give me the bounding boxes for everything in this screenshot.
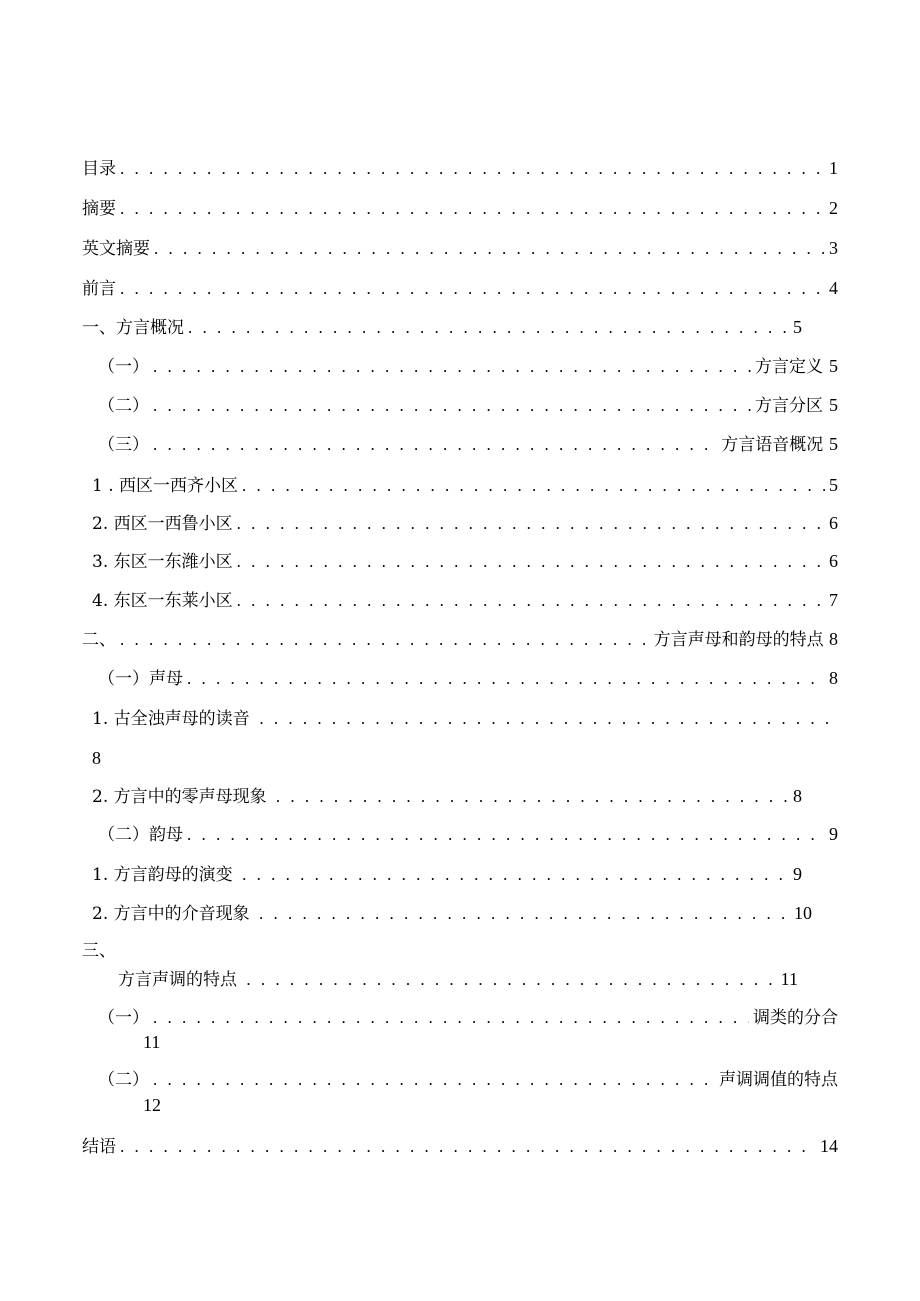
toc-entry-number: 三、 (82, 941, 116, 961)
toc-entry-page: 12 (143, 1095, 161, 1115)
toc-leader (188, 316, 789, 340)
toc-entry[interactable] (98, 432, 838, 457)
toc-entry-page: 2 (829, 198, 838, 218)
toc-entry-page: 5 (793, 317, 802, 337)
toc-leader (242, 863, 789, 887)
toc-entry[interactable] (82, 1134, 838, 1159)
toc-entry[interactable] (92, 473, 838, 498)
toc-entry-title: 4. 东区一东莱小区 (92, 591, 233, 611)
toc-entry-page: 8 (92, 748, 101, 768)
toc-leader (237, 512, 825, 536)
toc-entry-title: 英文摘要 (82, 239, 150, 259)
toc-leader (242, 474, 825, 498)
toc-entry-page: 5 (829, 356, 838, 376)
toc-entry[interactable] (98, 1006, 838, 1030)
toc-entry-title-right: 方言声母和韵母的特点 (653, 630, 824, 650)
toc-entry[interactable] (118, 967, 798, 992)
toc-entry[interactable] (92, 549, 838, 574)
toc-entry-title: （二）韵母 (98, 825, 183, 845)
toc-entry-title: 前言 (82, 279, 116, 299)
toc-leader (276, 785, 789, 809)
toc-entry[interactable] (92, 511, 838, 536)
toc-entry[interactable] (92, 588, 838, 613)
toc-leader (187, 667, 825, 691)
toc-entry-page: 9 (829, 824, 838, 844)
toc-leader (237, 589, 825, 613)
toc-entry[interactable] (98, 393, 838, 418)
toc-leader (259, 707, 834, 731)
toc-entry-title: （一） (98, 357, 149, 377)
toc-entry-page: 8 (829, 668, 838, 688)
toc-entry-title: 1. 古全浊声母的读音 (92, 709, 250, 729)
toc-leader (153, 355, 751, 379)
toc-leader (246, 968, 776, 992)
toc-entry[interactable] (98, 666, 838, 691)
toc-entry-page: 10 (794, 903, 812, 923)
toc-entry-page: 6 (829, 513, 838, 533)
toc-entry-page: 5 (829, 395, 838, 415)
toc-entry[interactable] (98, 822, 838, 847)
toc-entry-page: 7 (829, 590, 838, 610)
toc-entry[interactable] (82, 627, 838, 652)
toc-entry-title-right: 方言分区 (754, 396, 823, 416)
toc-entry[interactable] (98, 354, 838, 379)
toc-entry[interactable] (92, 862, 802, 887)
toc-entry-page: 8 (793, 786, 802, 806)
toc-entry-title: （二） (98, 1070, 149, 1090)
toc-entry-page: 11 (780, 969, 798, 989)
toc-entry-page: 14 (820, 1136, 838, 1156)
toc-leader (153, 1068, 715, 1092)
toc-entry-title-right: 方言语音概况 (721, 435, 824, 455)
toc-leader (120, 157, 825, 181)
toc-entry-page: 5 (829, 434, 838, 454)
toc-leader (153, 1006, 749, 1030)
toc-entry-title: 3. 东区一东潍小区 (92, 552, 233, 572)
toc-leader (154, 237, 825, 261)
toc-entry-title: （一）声母 (98, 669, 183, 689)
toc-entry[interactable] (92, 901, 812, 926)
toc-entry-page: 8 (829, 629, 838, 649)
toc-entry[interactable] (92, 707, 838, 731)
toc-entry-title: （三） (98, 435, 149, 455)
toc-entry-title-right: 声调调值的特点 (719, 1070, 838, 1090)
toc-entry-title: （一） (98, 1008, 149, 1028)
toc-entry-title: 二、 (82, 630, 116, 650)
toc-leader (237, 550, 825, 574)
toc-leader (187, 823, 825, 847)
toc-entry[interactable] (82, 315, 802, 340)
toc-entry-title: 一、方言概况 (82, 318, 184, 338)
toc-entry-title: 1. 方言韵母的演变 (92, 865, 233, 885)
toc-leader (259, 902, 790, 926)
toc-entry-page: 9 (793, 864, 802, 884)
toc-entry-title-right: 方言定义 (754, 357, 823, 377)
toc-entry[interactable] (82, 196, 838, 221)
toc-leader (120, 1135, 816, 1159)
toc-entry-title: 2. 方言中的零声母现象 (92, 787, 267, 807)
toc-entry-title: 2. 方言中的介音现象 (92, 904, 250, 924)
toc-entry[interactable] (82, 236, 838, 261)
toc-entry-page: 1 (829, 158, 838, 178)
toc-entry-title-right: 方言声调的特点 (118, 970, 237, 990)
toc-entry-page: 4 (829, 278, 838, 298)
toc-entry-title: 1 . 西区一西齐小区 (92, 476, 239, 496)
toc-entry-title: 结语 (82, 1137, 116, 1157)
toc-entry-title: 摘要 (82, 199, 116, 219)
toc-entry[interactable] (92, 784, 802, 809)
toc-leader (120, 628, 650, 652)
toc-entry[interactable] (82, 156, 838, 181)
toc-leader (153, 394, 751, 418)
toc-entry-page: 6 (829, 551, 838, 571)
toc-entry[interactable] (98, 1068, 838, 1092)
toc-entry-page: 11 (143, 1032, 161, 1052)
toc-entry-title: 2. 西区一西鲁小区 (92, 514, 233, 534)
toc-entry-page: 3 (829, 238, 838, 258)
toc-entry-title-right: 调类的分合 (753, 1008, 838, 1028)
toc-entry-page: 5 (829, 475, 838, 495)
toc-entry-title: （二） (98, 396, 149, 416)
toc-leader (120, 277, 825, 301)
toc-entry-title: 目录 (82, 159, 116, 179)
toc-entry[interactable] (82, 276, 838, 301)
toc-leader (120, 197, 825, 221)
toc-leader (153, 433, 717, 457)
